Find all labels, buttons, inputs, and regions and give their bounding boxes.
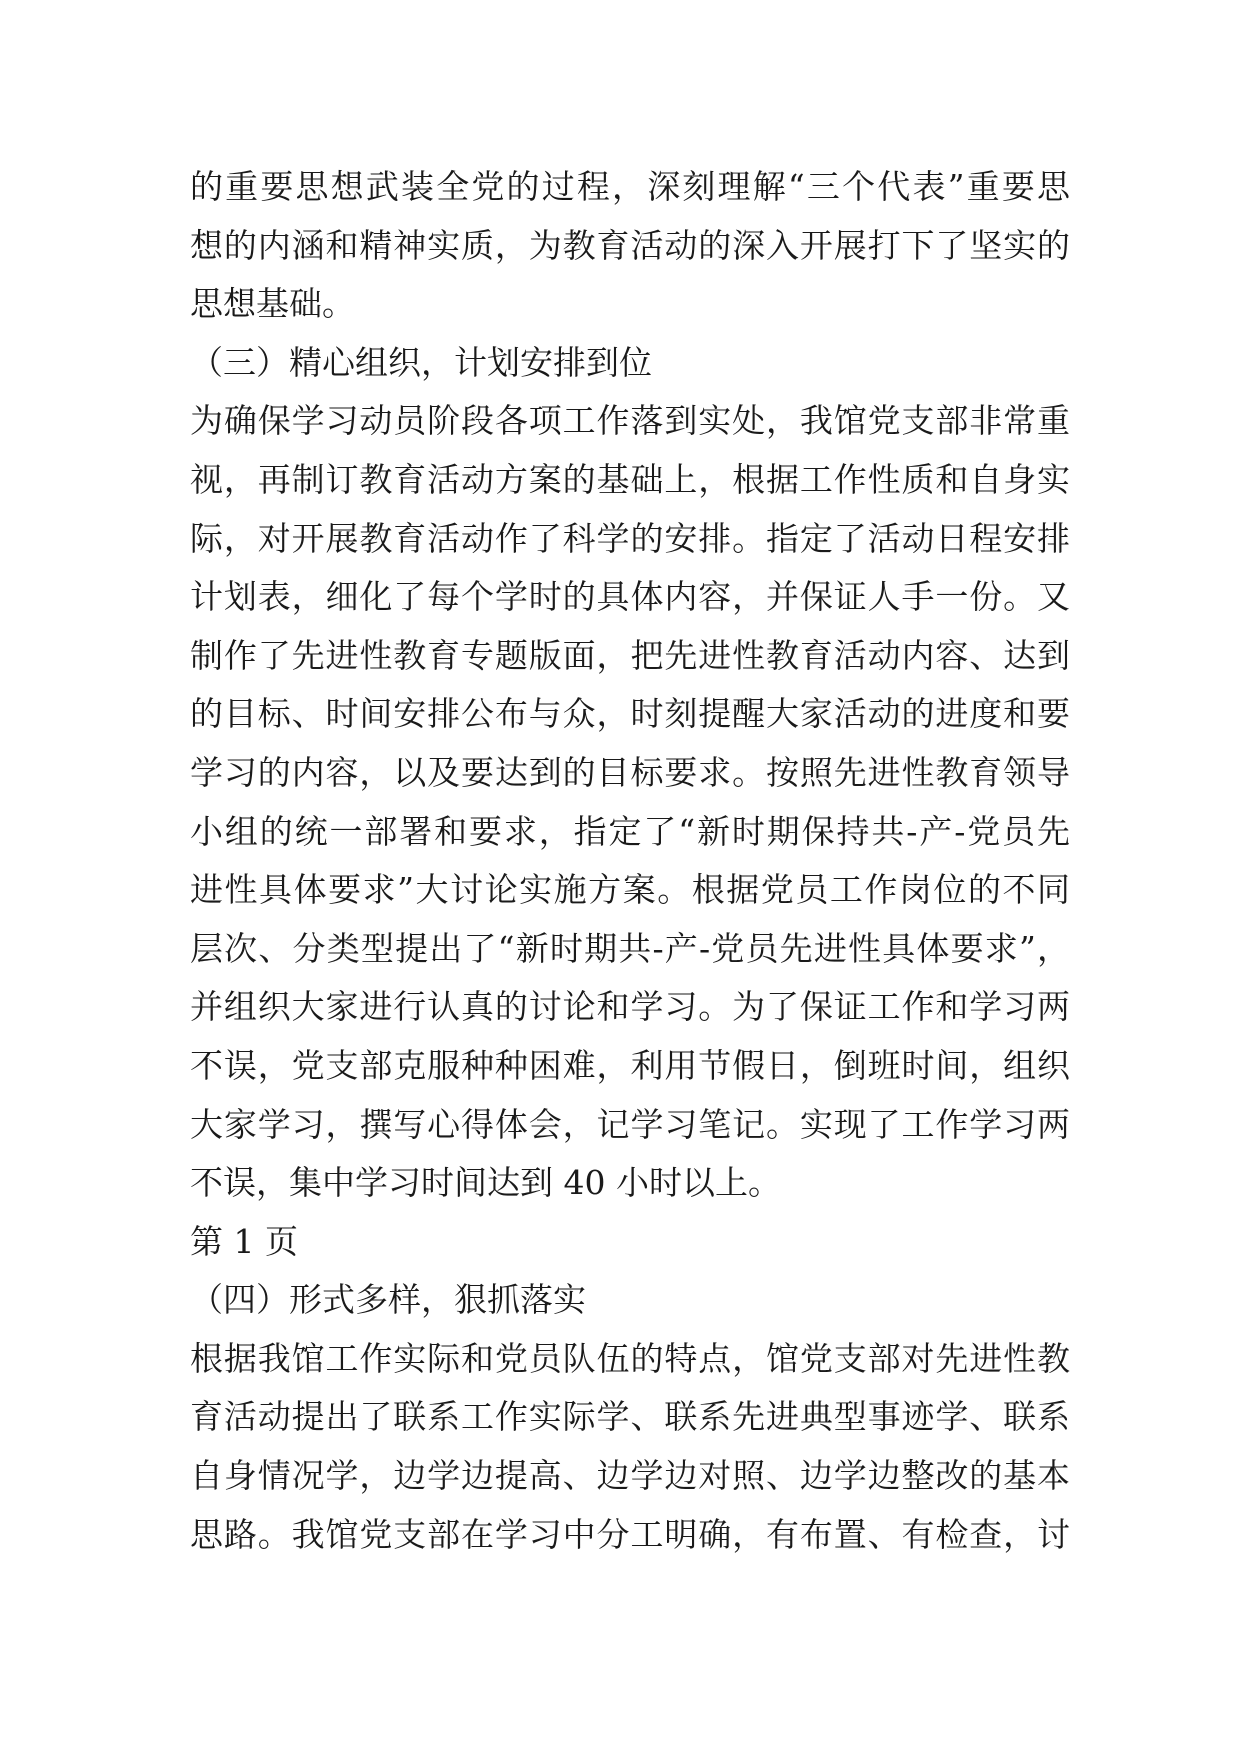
text-line: 进性具体要求”大讨论实施方案。根据党员工作岗位的不同 <box>190 870 1070 910</box>
text-line: 想的内涵和精神实质，为教育活动的深入开展打下了坚实的 <box>190 225 1070 265</box>
text-line: 视，再制订教育活动方案的基础上，根据工作性质和自身实 <box>190 459 1070 499</box>
text-line: 育活动提出了联系工作实际学、联系先进典型事迹学、联系 <box>190 1397 1070 1437</box>
text-line: 自身情况学，边学边提高、边学边对照、边学边整改的基本 <box>190 1456 1070 1496</box>
text-line: 际，对开展教育活动作了科学的安排。指定了活动日程安排 <box>190 518 1070 558</box>
text-line: 制作了先进性教育专题版面，把先进性教育活动内容、达到 <box>190 635 1070 675</box>
page-number: 第 1 页 <box>190 1221 298 1261</box>
text-line: 学习的内容，以及要达到的目标要求。按照先进性教育领导 <box>190 752 1070 792</box>
text-line: 不误，集中学习时间达到 40 小时以上。 <box>190 1163 781 1203</box>
section-heading: （四）形式多样，狠抓落实 <box>190 1280 586 1320</box>
text-line: 思路。我馆党支部在学习中分工明确，有布置、有检查，讨 <box>190 1514 1070 1554</box>
text-line: 为确保学习动员阶段各项工作落到实处，我馆党支部非常重 <box>190 401 1070 441</box>
text-line: 计划表，细化了每个学时的具体内容，并保证人手一份。又 <box>190 577 1070 617</box>
text-line: 层次、分类型提出了“新时期共-产-党员先进性具体要求”， <box>190 928 1070 968</box>
document-body <box>190 158 1070 1564</box>
text-line: 并组织大家进行认真的讨论和学习。为了保证工作和学习两 <box>190 987 1070 1027</box>
text-line: 的重要思想武装全党的过程，深刻理解“三个代表”重要思 <box>190 167 1070 206</box>
text-line: 根据我馆工作实际和党员队伍的特点，馆党支部对先进性教 <box>190 1338 1070 1378</box>
text-line: 小组的统一部署和要求，指定了“新时期保持共-产-党员先 <box>190 811 1070 851</box>
section-heading: （三）精心组织，计划安排到位 <box>190 342 652 382</box>
text-line: 大家学习，撰写心得体会，记学习笔记。实现了工作学习两 <box>190 1104 1070 1144</box>
text-line: 思想基础。 <box>190 284 355 324</box>
text-line: 的目标、时间安排公布与众，时刻提醒大家活动的进度和要 <box>190 694 1070 734</box>
text-line: 不误，党支部克服种种困难，利用节假日，倒班时间，组织 <box>190 1045 1070 1085</box>
